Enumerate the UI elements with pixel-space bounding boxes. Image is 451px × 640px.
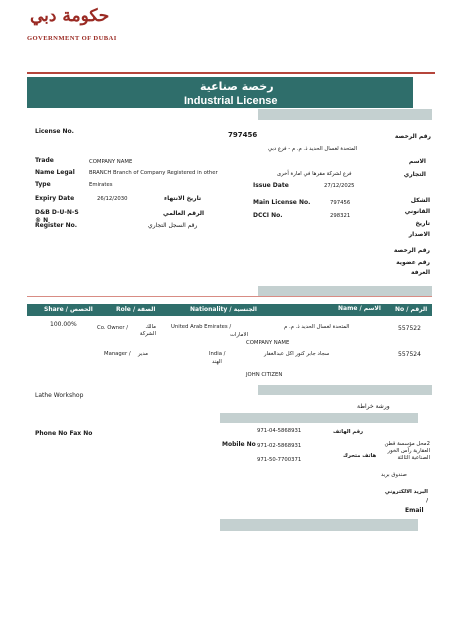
type-value: Emirates	[89, 182, 113, 188]
title-accent-bar	[258, 109, 432, 120]
expiry-date-value: 26/12/2030	[97, 196, 128, 202]
trade-label-arabic: الاسم التجاري	[403, 158, 426, 178]
license-no-value: 797456	[228, 131, 258, 139]
mobile-label: Mobile No	[222, 441, 256, 448]
phone-fax-label: Phone No Fax No	[35, 430, 93, 437]
email-label: Email	[405, 507, 424, 514]
government-logo-english: GOVERNMENT OF DUBAI	[27, 35, 117, 42]
col-header-share: Share / الحصص	[44, 306, 93, 313]
activity-arabic: ورشة خراطة	[357, 403, 390, 410]
table-top-rule	[27, 296, 432, 297]
row2-nationality: India /	[209, 351, 226, 357]
legal-label: Name Legal	[35, 169, 75, 176]
trade-name-arabic-value: المتحدة لغسال الحديد ذ. م. م - فرع دبي	[268, 146, 358, 152]
license-title-arabic: رخصة صناعية	[200, 80, 274, 93]
main-license-label-arabic: رقم الرخصة	[393, 247, 430, 254]
legal-label-arabic: الشكل القانوني	[404, 197, 430, 215]
row2-nationality-arabic: الهند	[212, 359, 222, 365]
col-header-no: No / الرقم	[395, 306, 428, 313]
issue-date-label: Issue Date	[253, 182, 289, 189]
dcci-value: 298321	[330, 213, 351, 219]
contact-accent-bar	[220, 519, 418, 531]
phone-1: 971-04-5868931	[257, 428, 302, 434]
row1-no: 557522	[398, 325, 421, 332]
phone-2: 971-02-5868931	[257, 443, 302, 449]
license-no-label: License No.	[35, 128, 74, 135]
register-label: Register No.	[35, 222, 78, 229]
trade-value: COMPANY NAME	[89, 159, 133, 165]
dcci-label: DCCI No.	[253, 212, 283, 219]
activity-accent-bar-2	[220, 413, 418, 423]
row1-nationality-arabic: الامارات	[230, 332, 248, 338]
duns-label-arabic: الرقم العالمي	[163, 210, 205, 217]
col-header-name: Name / الاسم	[338, 305, 381, 312]
dcci-label-arabic: رقم عضوية الغرفة	[396, 259, 430, 276]
main-license-label: Main License No.	[253, 199, 311, 206]
row2-role-arabic: مدير	[138, 351, 149, 357]
row1-name-arabic: المتحدة لغسال الحديد ذ. م. م	[284, 324, 350, 330]
activity-english: Lathe Workshop	[35, 392, 84, 399]
po-box-arabic: صندوق بريد	[381, 472, 407, 478]
type-label: Type	[35, 181, 51, 188]
mobile-label-arabic: هاتف متحرك	[343, 453, 377, 459]
col-header-role: Role / الصفة	[116, 306, 156, 313]
trade-label: Trade	[35, 157, 54, 164]
row1-name: COMPANY NAME	[246, 340, 290, 346]
expiry-date-label-arabic: تاريخ الانتهاء	[164, 195, 202, 202]
table-accent-bar	[258, 286, 432, 296]
email-label-arabic: البريد الالكتروني /	[384, 489, 428, 504]
row1-role: Co. Owner /	[97, 325, 128, 331]
row1-nationality: United Arab Emirates /	[171, 324, 232, 330]
activity-accent-bar	[258, 385, 432, 395]
duns-label: D&B D-U-N-S ® N	[35, 209, 79, 224]
row1-role-arabic: مالك الشركة	[139, 324, 156, 337]
register-label-arabic: رقم السجل التجاري	[148, 222, 198, 229]
row2-role: Manager /	[104, 351, 131, 357]
legal-value: BRANCH Branch of Company Registered in other	[89, 170, 218, 176]
license-title-english: Industrial License	[184, 95, 278, 107]
phone-3: 971-50-7700371	[257, 457, 302, 463]
header-rule	[27, 72, 435, 74]
col-header-nationality: Nationality / الجنسية	[190, 306, 257, 313]
license-no-label-arabic: رقم الرخصة	[394, 133, 431, 140]
main-license-value: 797456	[330, 200, 351, 206]
issue-date-value: 27/12/2025	[324, 183, 355, 189]
expiry-date-label: Expiry Date	[35, 195, 75, 202]
address-arabic: 2محل مؤسسة قطن العقارية رأس الخور الصناعية الثالثة	[384, 441, 430, 461]
phone-label-arabic: رقم الهاتف	[333, 429, 364, 435]
issue-date-label-arabic: تاريخ الاصدار	[408, 220, 430, 238]
legal-value-arabic: فرع لشركة مقرها في امارة أخرى	[277, 171, 352, 177]
row2-no: 557524	[398, 351, 421, 358]
row1-share: 100.00%	[50, 321, 77, 328]
row2-name: JOHN CITIZEN	[246, 372, 283, 378]
government-logo-arabic: حكومة دبي	[30, 6, 110, 26]
row2-name-arabic: سجاد جابر كنور اكل عبدالغفار	[264, 351, 330, 357]
